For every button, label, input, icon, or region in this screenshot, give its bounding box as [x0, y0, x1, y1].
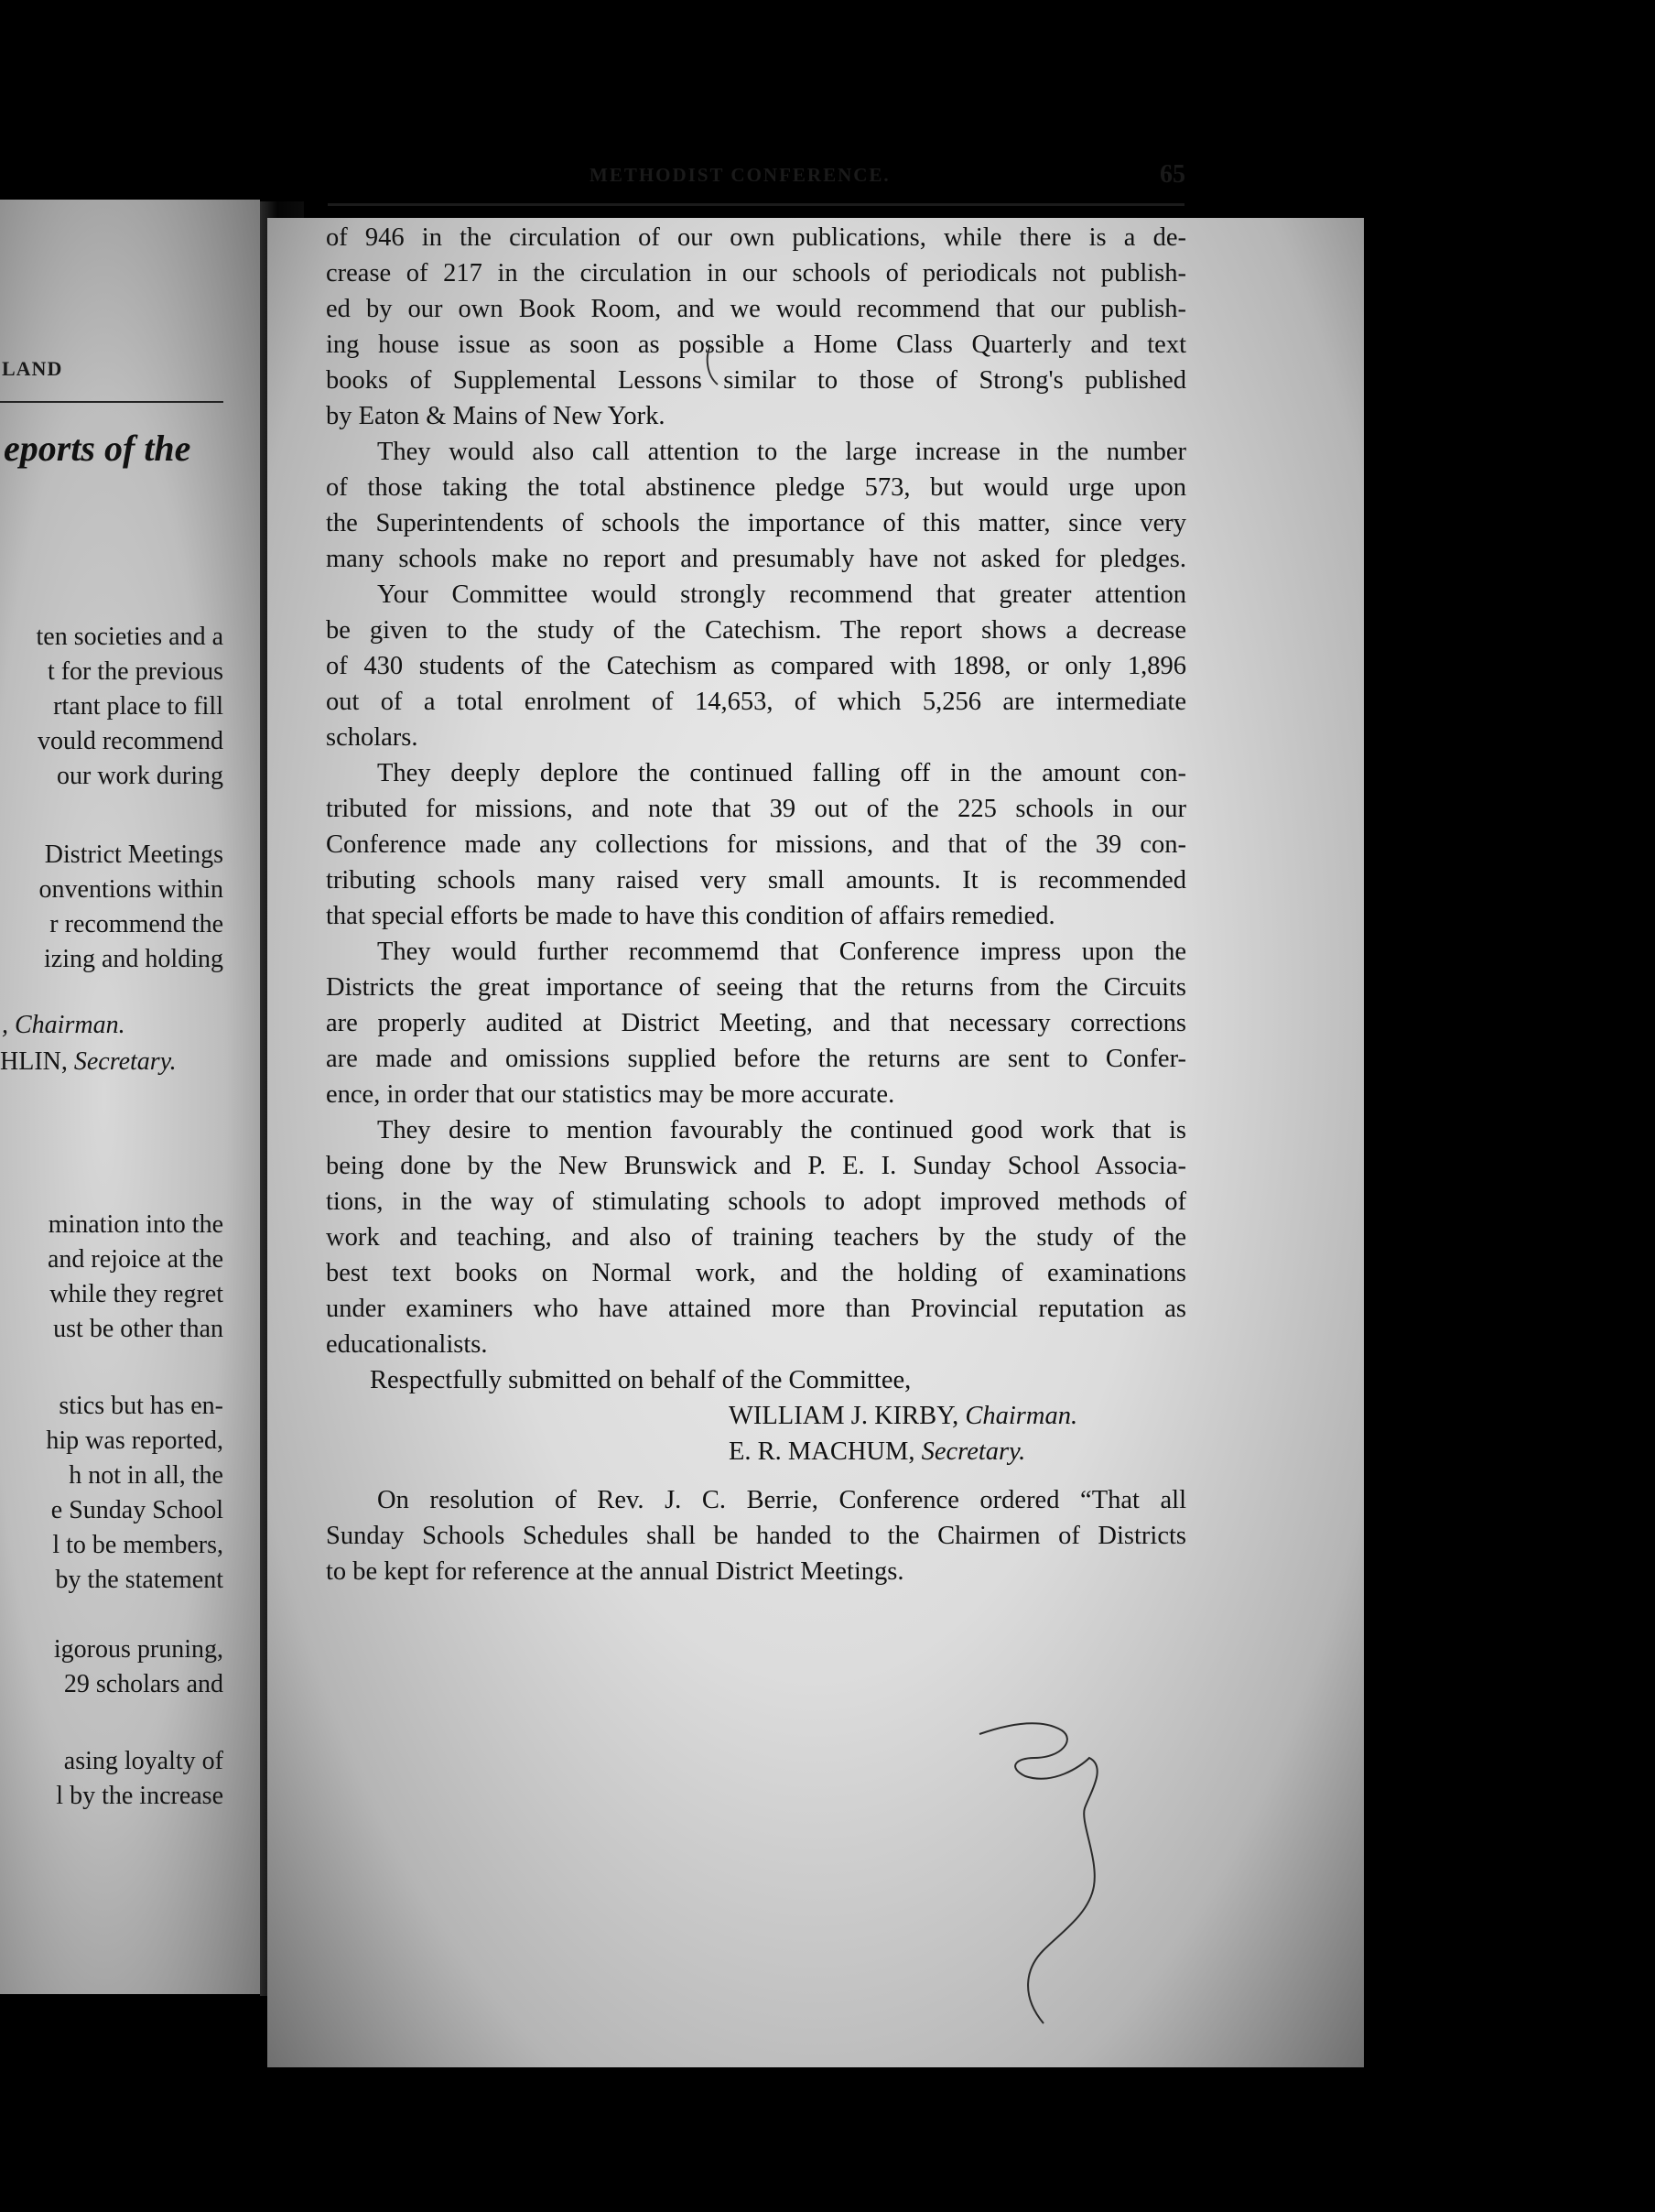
signer-role: Secretary. — [921, 1437, 1026, 1466]
left-header-rule — [0, 401, 223, 403]
text-line: scholars. — [326, 723, 418, 752]
left-line: District Meetings — [44, 840, 223, 869]
text-line: On resolution of Rev. J. C. Berrie, Conference ordered “That all — [377, 1486, 1186, 1514]
text-line: crease of 217 in the circulation in our schools of periodicals not publish- — [326, 259, 1186, 287]
left-line: h not in all, the — [69, 1461, 223, 1490]
left-line: vould recommend — [38, 727, 223, 755]
left-sign-secretary-role: Secretary. — [73, 1047, 177, 1076]
left-line: 29 scholars and — [63, 1670, 223, 1698]
text-line: are made and omissions supplied before the returns are sent to Confer- — [326, 1045, 1186, 1073]
text-line: of 946 in the circulation of our own publications, while there is a de- — [326, 223, 1186, 252]
left-line: asing loyalty of — [63, 1747, 223, 1775]
paragraph-resolution — [326, 1482, 1186, 1589]
text-line: ed by our own Book Room, and we would recommend that our publish- — [326, 295, 1186, 323]
text-line: Your Committee would strongly recommend that greater attention — [377, 580, 1186, 609]
paragraph-catechism — [326, 577, 1186, 755]
text-line: Conference made any collections for missions, and that of the 39 con- — [326, 830, 1186, 859]
signature-chairman — [326, 1398, 1186, 1434]
text-line: books of Supplemental Lessons similar to those of Strong's published — [326, 366, 1186, 395]
left-line: ten societies and a — [36, 623, 223, 651]
text-line: tributed for missions, and note that 39 out of the 225 schools in our — [326, 795, 1186, 823]
left-line: l by the increase — [56, 1782, 223, 1810]
text-line: They desire to mention favourably the continued good work that is — [377, 1116, 1186, 1144]
left-line: and rejoice at the — [47, 1245, 223, 1274]
paragraph-missions — [326, 755, 1186, 934]
text-line: out of a total enrolment of 14,653, of which 5,256 are intermediate — [326, 688, 1186, 716]
text-line: ing house issue as soon as possible a Home Class Quarterly and text — [326, 331, 1186, 359]
left-line: e Sunday School — [50, 1496, 223, 1524]
left-sign-secretary-name: HLIN, — [0, 1047, 68, 1076]
paragraph-circulation — [326, 220, 1186, 434]
text-line: that special efforts be made to have this condition of affairs remedied. — [326, 902, 1055, 930]
left-line: hip was reported, — [46, 1426, 223, 1455]
paragraph-abstinence — [326, 434, 1186, 577]
left-line: rtant place to fill — [53, 692, 223, 721]
left-line: while they regret — [49, 1280, 223, 1308]
left-line: t for the previous — [47, 657, 223, 686]
text-line: work and teaching, and also of training teachers by the study of the — [326, 1223, 1186, 1252]
page-body — [326, 220, 1186, 1589]
text-line: Districts the great importance of seeing that the returns from the Circuits — [326, 973, 1186, 1002]
left-line: onventions within — [38, 875, 223, 904]
text-line: educationalists. — [326, 1330, 488, 1359]
left-page — [0, 200, 260, 1994]
text-line: tributing schools many raised very small amounts. It is recommended — [326, 866, 1186, 895]
page-number: 65 — [1160, 160, 1185, 189]
text-line: ence, in order that our statistics may be more accurate. — [326, 1080, 895, 1109]
signature-secretary — [326, 1434, 1186, 1469]
left-line: l to be members, — [52, 1531, 223, 1559]
running-header — [320, 162, 1185, 191]
left-section-title: eports of the — [4, 428, 191, 469]
text-line: best text books on Normal work, and the holding of examinations — [326, 1259, 1186, 1287]
text-line: by Eaton & Mains of New York. — [326, 402, 665, 430]
left-running-head: LAND — [2, 357, 63, 380]
signer-name: E. R. MACHUM, — [729, 1437, 915, 1466]
closing-line: Respectfully submitted on behalf of the Committee, — [370, 1366, 912, 1394]
left-line: ust be other than — [53, 1315, 223, 1343]
text-line: being done by the New Brunswick and P. E. I. Sunday School Associa- — [326, 1152, 1186, 1180]
paragraph-associations — [326, 1112, 1186, 1362]
text-line: They would also call attention to the large increase in the number — [377, 438, 1186, 466]
left-line: izing and holding — [44, 945, 223, 973]
running-head-title: METHODIST CONFERENCE. — [590, 164, 891, 186]
left-line: mination into the — [48, 1210, 223, 1239]
left-line: r recommend the — [49, 910, 223, 938]
left-sign-chairman: , Chairman. — [2, 1011, 125, 1039]
text-line: tions, in the way of stimulating schools to adopt improved methods of — [326, 1187, 1186, 1216]
text-line: to be kept for reference at the annual District Meetings. — [326, 1557, 904, 1586]
text-line: under examiners who have attained more than Provincial reputation as — [326, 1295, 1186, 1323]
left-line: igorous pruning, — [53, 1635, 223, 1664]
text-line: the Superintendents of schools the importance of this matter, since very — [326, 509, 1186, 537]
text-line: They would further recommemd that Conference impress upon the — [377, 938, 1186, 966]
text-line: of 430 students of the Catechism as compared with 1898, or only 1,896 — [326, 652, 1186, 680]
text-line: many schools make no report and presumably have not asked for pledges. — [326, 545, 1186, 573]
left-sign-secretary — [0, 1047, 177, 1077]
text-line: be given to the study of the Catechism. The report shows a decrease — [326, 616, 1186, 645]
header-rule — [328, 203, 1184, 206]
paragraph-returns — [326, 934, 1186, 1112]
signer-name: WILLIAM J. KIRBY, — [729, 1402, 959, 1430]
left-line: our work during — [57, 762, 223, 790]
left-line: stics but has en- — [59, 1392, 223, 1420]
text-line: are properly audited at District Meeting, and that necessary corrections — [326, 1009, 1186, 1037]
text-line: They deeply deplore the continued falling off in the amount con- — [377, 759, 1186, 787]
left-line: by the statement — [55, 1566, 223, 1594]
signer-role: Chairman. — [965, 1402, 1078, 1430]
text-line: of those taking the total abstinence pledge 573, but would urge upon — [326, 473, 1186, 502]
text-line: Sunday Schools Schedules shall be handed to the Chairmen of Districts — [326, 1522, 1186, 1550]
